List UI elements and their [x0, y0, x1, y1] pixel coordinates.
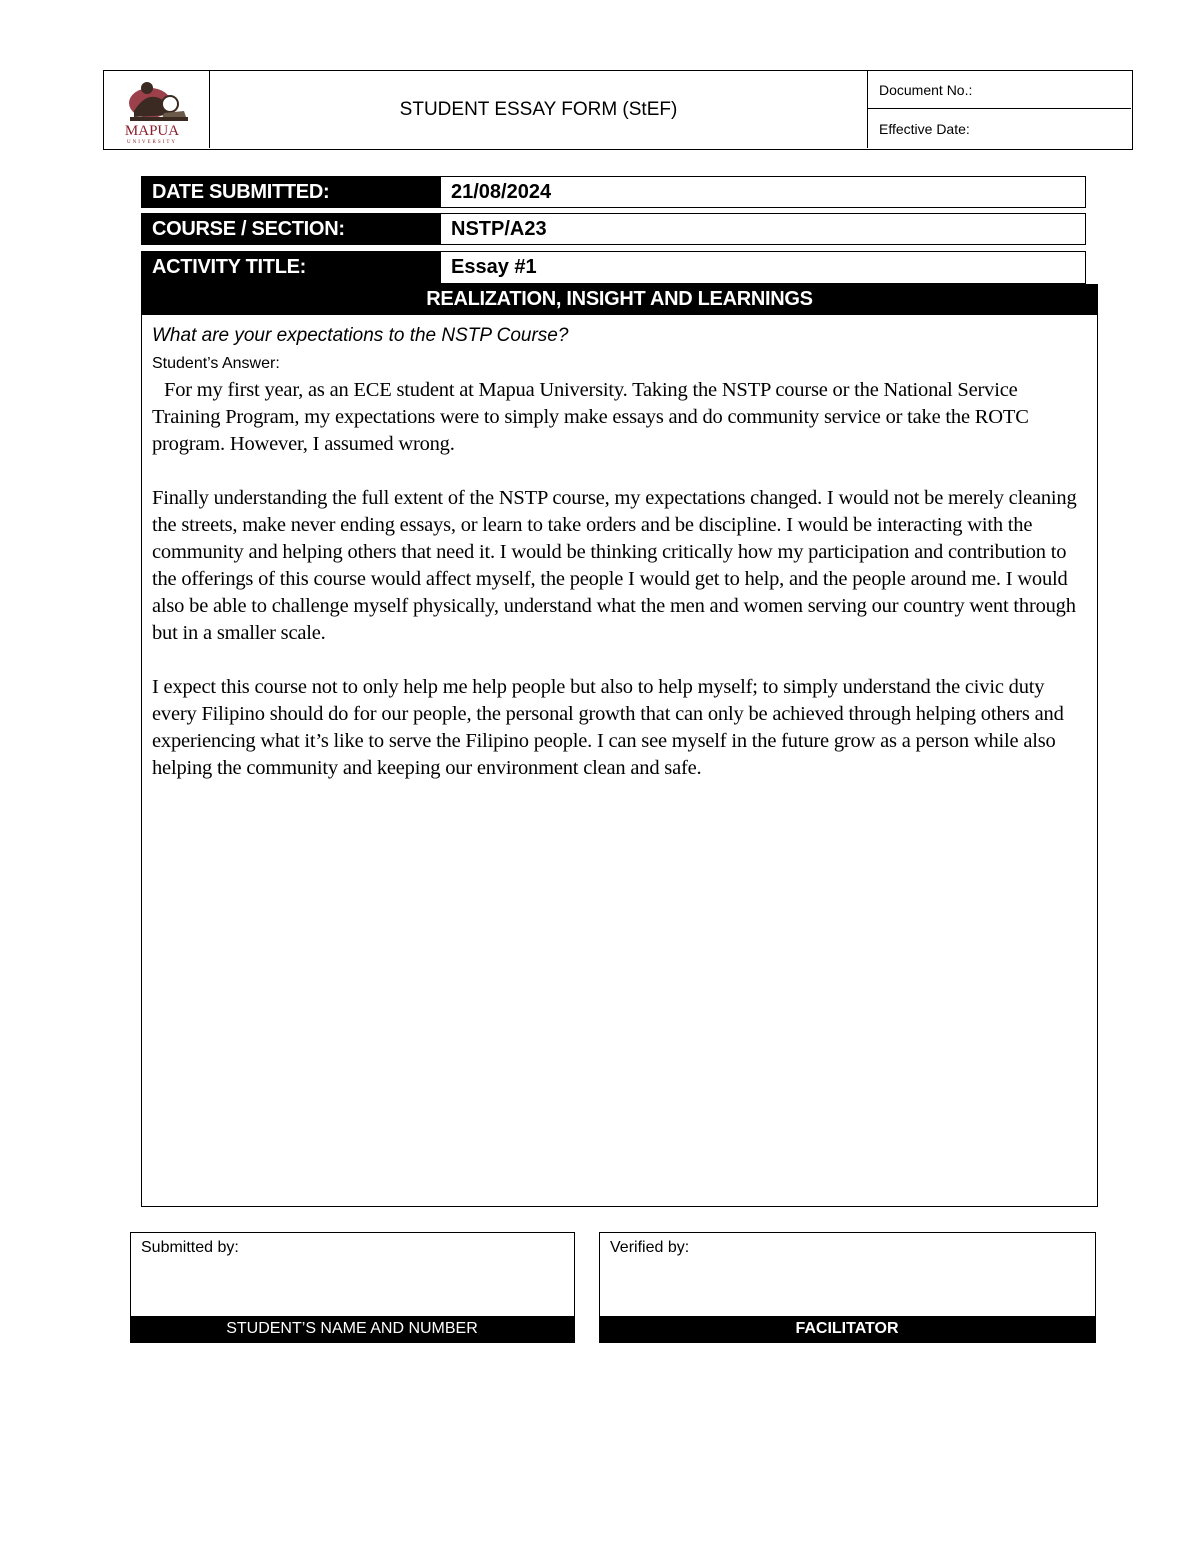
verified-by-box[interactable]	[599, 1232, 1096, 1342]
essay-text	[152, 377, 1088, 809]
logo-subtext: UNIVERSITY	[127, 140, 177, 145]
essay-answer-box[interactable]	[141, 314, 1098, 1207]
verified-by-label: Verified by:	[610, 1239, 690, 1256]
facilitator-caption: FACILITATOR	[599, 1316, 1096, 1343]
logo-text: MAPUA	[124, 123, 180, 139]
course-section-label: COURSE / SECTION:	[141, 213, 440, 245]
activity-title-label: ACTIVITY TITLE:	[141, 251, 440, 284]
document-no-label: Document No.:	[868, 71, 1131, 109]
student-name-caption: STUDENT’S NAME AND NUMBER	[130, 1316, 575, 1343]
date-submitted-field[interactable]: 21/08/2024	[440, 176, 1086, 208]
essay-paragraph: For my first year, as an ECE student at Mapua University. Taking the NSTP course or the National Service Training Program, my expectations were to simply make essays and do community service or take the ROTC program. However, I assumed wrong.	[152, 379, 1029, 455]
effective-date-label: Effective Date:	[879, 121, 970, 137]
date-submitted-label: DATE SUBMITTED:	[141, 176, 440, 208]
submitted-by-label: Submitted by:	[141, 1239, 239, 1256]
form-title: STUDENT ESSAY FORM (StEF)	[210, 71, 868, 148]
document-header	[103, 70, 1133, 150]
section-heading: REALIZATION, INSIGHT AND LEARNINGS	[141, 284, 1098, 314]
document-meta	[868, 71, 1131, 148]
essay-question: What are your expectations to the NSTP Course?	[152, 325, 569, 346]
mapua-logo-icon	[104, 71, 210, 148]
answer-label: Student’s Answer:	[152, 355, 280, 372]
course-section-field[interactable]: NSTP/A23	[440, 213, 1086, 245]
university-logo	[104, 71, 210, 148]
essay-paragraph: Finally understanding the full extent of the NSTP course, my expectations changed. I would not be merely cleaning the streets, make never ending essays, or learn to take orders and be discipline. I would be interacting with the community and helping others that need it. I would be thinking critically how my participation and contribution to the offerings of this course would affect myself, the people I would get to help, and the people around me. I would also be able to challenge myself physically, understand what the men and women serving our country went through but in a smaller scale.	[152, 487, 1077, 644]
essay-paragraph: I expect this course not to only help me help people but also to help myself; to simply understand the civic duty every Filipino should do for our people, the personal growth that can only be achieved through helping others and experiencing what it’s like to serve the Filipino people. I can see myself in the future grow as a person while also helping the community and keeping our environment clean and safe.	[152, 676, 1064, 779]
submitted-by-box[interactable]	[130, 1232, 575, 1342]
activity-title-field[interactable]: Essay #1	[440, 251, 1086, 284]
